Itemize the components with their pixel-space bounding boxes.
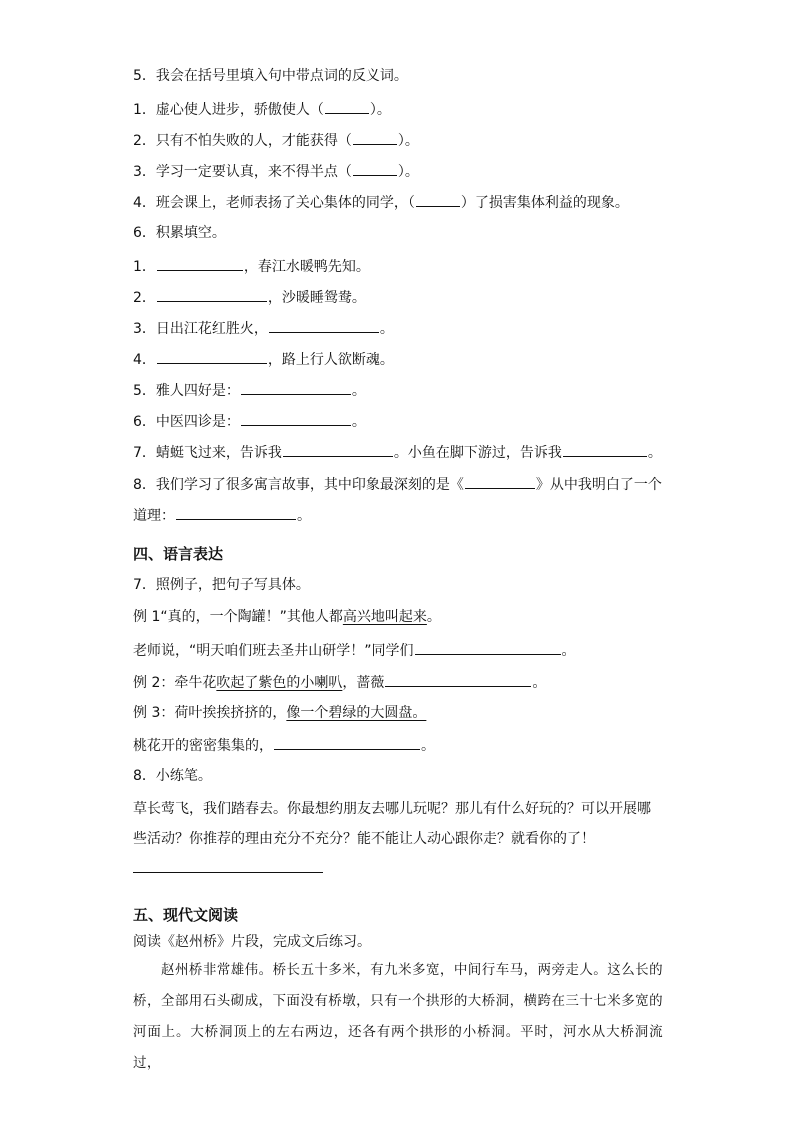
section-heading: 五、现代文阅读 <box>133 906 239 924</box>
answer-blank[interactable] <box>416 192 460 207</box>
example-2-text: 例 2：牵牛花 <box>133 675 217 691</box>
q6-item-2-num: 2． <box>133 290 156 306</box>
q6-item-8-cont <box>133 505 311 525</box>
q6-item-8-reason-label: 道理： <box>133 508 175 524</box>
example-1-text: 例 1“真的，一个陶罐！”其他人都 <box>133 609 343 625</box>
q6-item-7-tail: 。 <box>647 445 662 461</box>
q6-item-6-tail: 。 <box>351 414 366 430</box>
q6-item-1-num: 1． <box>133 259 156 275</box>
answer-blank[interactable] <box>157 287 267 302</box>
answer-blank[interactable] <box>157 256 243 271</box>
q5-item-4 <box>133 192 629 212</box>
q6-item-3-text: 3．日出江花红胜火， <box>133 321 268 337</box>
example-3-task <box>133 735 435 755</box>
q5-item-1-text: 1．虚心使人进步，骄傲使人（ <box>133 102 324 118</box>
example-1 <box>133 608 441 626</box>
example-2-underlined: 吹起了紫色的小喇叭 <box>216 675 343 691</box>
example-3-task-text: 桃花开的密密集集的， <box>133 738 273 754</box>
answer-blank[interactable] <box>415 640 561 655</box>
example-3-text: 例 3：荷叶挨挨挤挤的， <box>133 705 287 721</box>
q6-item-4-text: ，路上行人欲断魂。 <box>267 352 394 368</box>
q6-item-8-mid: 》从中我明白了一个 <box>535 477 662 493</box>
answer-blank[interactable] <box>325 99 369 114</box>
q6-item-7-text: 7．蜻蜓飞过来，告诉我 <box>133 445 282 461</box>
answer-blank[interactable] <box>274 735 420 750</box>
answer-blank[interactable] <box>241 411 351 426</box>
q6-item-6 <box>133 411 366 431</box>
q5-item-2 <box>133 130 419 150</box>
passage-paragraph: 赵州桥非常雄伟。桥长五十多米，有九米多宽，中间行车马，两旁走人。这么长的桥，全部用石头砌成，下面没有桥墩，只有一个拱形的大桥洞，横跨在三十七米多宽的河面上。大桥洞顶上的左右两边，还各有两个拱形的小桥洞。平时，河水从大桥洞流过， <box>133 962 663 1071</box>
answer-blank[interactable] <box>269 318 379 333</box>
q8-prompt: 草长莺飞，我们踏春去。你最想约朋友去哪儿玩呢？那儿有什么好玩的？可以开展哪些活动？你推荐的理由充分不充分？能不能让人动心跟你走？就看你的了！ <box>133 801 651 847</box>
q5-item-3-tail: ）。 <box>397 164 419 180</box>
q6-item-3 <box>133 318 394 338</box>
q6-item-1-text: ，春江水暖鸭先知。 <box>243 259 370 275</box>
example-1-task-tail: 。 <box>561 643 576 659</box>
example-2-tail: 。 <box>532 675 547 691</box>
q6-item-2 <box>133 287 366 307</box>
q5-item-4-tail: ）了损害集体利益的现象。 <box>460 195 629 211</box>
answer-blank[interactable] <box>241 380 351 395</box>
q6-title: 6．积累填空。 <box>133 225 226 241</box>
answer-blank[interactable] <box>283 442 393 457</box>
writing-line[interactable] <box>133 872 323 873</box>
q5-item-3-text: 3．学习一定要认真，来不得半点（ <box>133 164 352 180</box>
q5-item-1 <box>133 99 391 119</box>
q6-item-1 <box>133 256 370 276</box>
answer-blank[interactable] <box>176 505 296 520</box>
reading-passage <box>133 955 663 1079</box>
section-heading: 四、语言表达 <box>133 545 224 563</box>
answer-blank[interactable] <box>353 130 397 145</box>
answer-blank[interactable] <box>465 474 535 489</box>
example-3-underlined: 像一个碧绿的大圆盘。 <box>286 705 427 721</box>
q6-item-4-num: 4． <box>133 352 156 368</box>
example-1-underlined: 高兴地叫起来 <box>342 609 427 625</box>
q6-item-5 <box>133 380 366 400</box>
q5-title: 5．我会在括号里填入句中带点词的反义词。 <box>133 68 408 84</box>
q5-item-2-tail: ）。 <box>397 133 419 149</box>
q6-item-4 <box>133 349 394 369</box>
q6-item-5-tail: 。 <box>351 383 366 399</box>
answer-blank[interactable] <box>385 672 531 687</box>
q6-item-8-tail: 。 <box>297 508 311 524</box>
q6-item-2-text: ，沙暖睡鸳鸯。 <box>267 290 366 306</box>
answer-blank[interactable] <box>157 349 267 364</box>
q6-item-8-text: 8．我们学习了很多寓言故事，其中印象最深刻的是《 <box>133 477 464 493</box>
q5-item-4-text: 4．班会课上，老师表扬了关心集体的同学，（ <box>133 195 415 211</box>
answer-blank[interactable] <box>353 161 397 176</box>
example-3 <box>133 704 426 722</box>
example-1-task-text: 老师说，“明天咱们班去圣井山研学！”同学们 <box>133 643 414 659</box>
q8-title: 8．小练笔。 <box>133 768 212 784</box>
example-2 <box>133 672 546 692</box>
answer-blank[interactable] <box>563 442 647 457</box>
example-3-task-tail: 。 <box>421 738 435 754</box>
q5-item-3 <box>133 161 419 181</box>
reading-intro: 阅读《赵州桥》片段，完成文后练习。 <box>133 934 371 950</box>
q6-item-7-mid: 。小鱼在脚下游过，告诉我 <box>393 445 562 461</box>
q6-item-3-tail: 。 <box>379 321 394 337</box>
q5-item-1-tail: ）。 <box>369 102 391 118</box>
q5-item-2-text: 2．只有不怕失败的人，才能获得（ <box>133 133 352 149</box>
q6-item-6-text: 6．中医四诊是： <box>133 414 240 430</box>
example-1-tail: 。 <box>426 609 441 625</box>
q6-item-7 <box>133 442 662 462</box>
example-1-task <box>133 640 576 660</box>
example-2-mid: ，蔷薇 <box>342 675 385 691</box>
q6-item-5-text: 5．雅人四好是： <box>133 383 240 399</box>
q6-item-8 <box>133 474 662 494</box>
q7-title: 7．照例子，把句子写具体。 <box>133 577 310 593</box>
